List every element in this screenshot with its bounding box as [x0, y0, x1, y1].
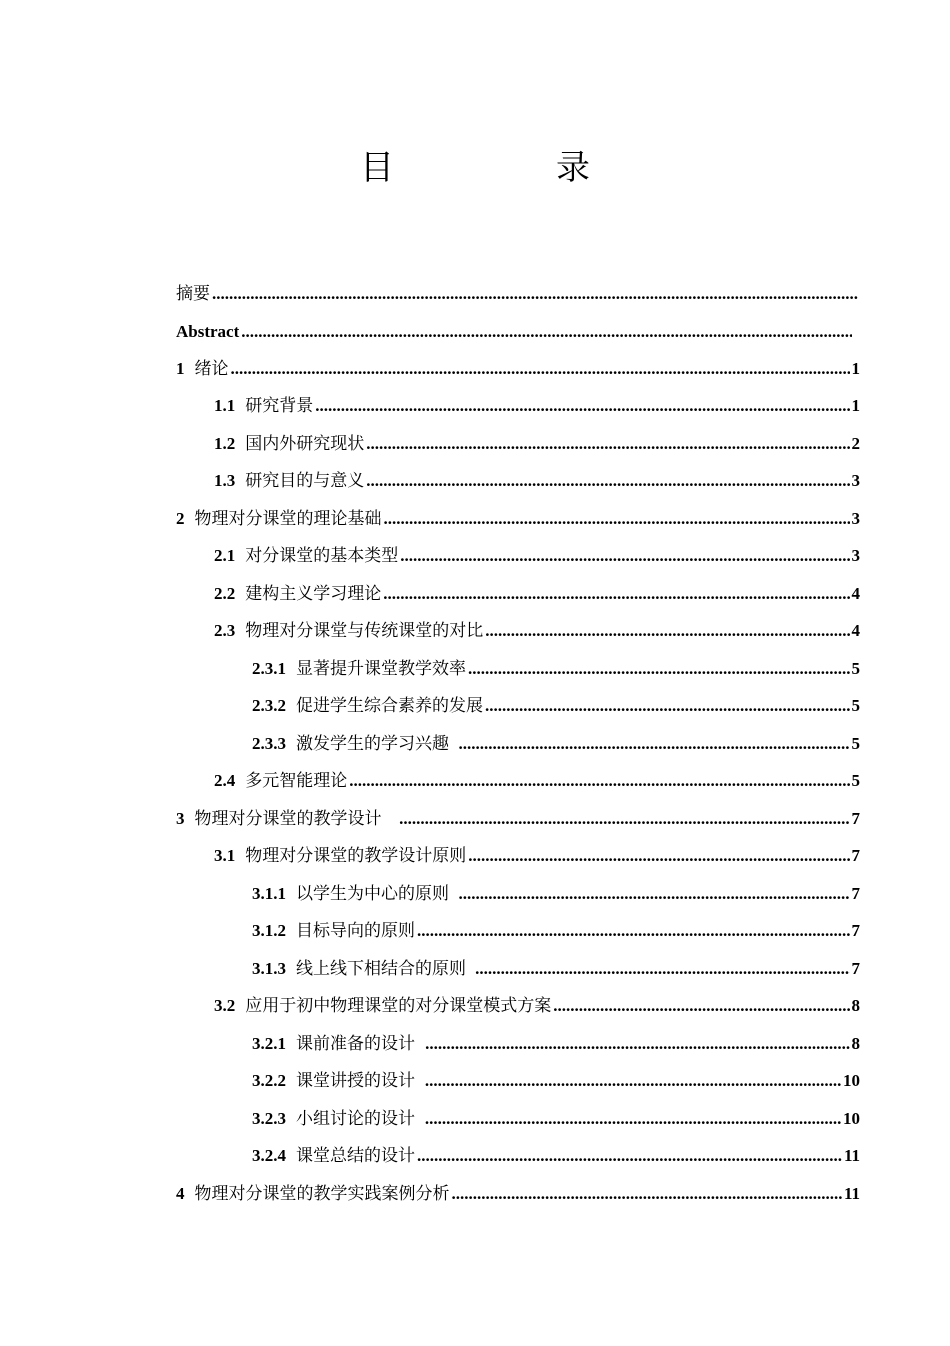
toc-entry-2-3-3[interactable] [252, 730, 860, 758]
toc-entry-number: 3.2.1 [252, 1034, 286, 1053]
toc-dot-leader [315, 392, 849, 420]
toc-entry-page: 1 [851, 396, 860, 415]
toc-entry-page: 10 [843, 1071, 860, 1090]
toc-entry-2-3-2[interactable] [252, 692, 860, 720]
toc-entry-number: 3.1 [214, 846, 236, 865]
toc-entry-text: 绪论 [194, 359, 229, 379]
toc-entry-number: 1.1 [214, 396, 236, 415]
toc-dot-leader [458, 730, 849, 758]
toc-entry-page: 7 [851, 959, 860, 978]
toc-entry-page: 7 [851, 846, 860, 865]
toc-entry-text: 课前准备的设计 [296, 1034, 415, 1054]
toc-entry-number: 1.2 [214, 434, 236, 453]
toc-dot-leader [468, 842, 849, 870]
toc-entry-number: 1 [176, 359, 185, 378]
toc-entry-number: 2.3.1 [252, 659, 286, 678]
toc-entry-text: 建构主义学习理论 [245, 584, 382, 604]
toc-entry-text: 研究目的与意义 [245, 471, 365, 491]
toc-dot-leader [475, 955, 849, 983]
toc-entry-text: 物理对分课堂的理论基础 [194, 509, 382, 529]
toc-dot-leader [231, 355, 850, 383]
toc-entry-page: 5 [851, 696, 860, 715]
toc-entry-number: 3.1.2 [252, 921, 286, 940]
toc-entry-text: 国内外研究现状 [245, 434, 365, 454]
toc-entry-page: 7 [851, 921, 860, 940]
toc-dot-leader [452, 1180, 842, 1208]
toc-entry-number: 3.1.1 [252, 884, 286, 903]
toc-entry-text: 促进学生综合素养的发展 [296, 696, 483, 716]
toc-entry-number: 2.4 [214, 771, 236, 790]
toc-entry-1-3[interactable] [214, 467, 860, 495]
toc-entry-3-2-2[interactable] [252, 1067, 860, 1095]
toc-entry-text: 课堂讲授的设计 [296, 1071, 415, 1091]
toc-entry-1-1[interactable] [214, 392, 860, 420]
toc-dot-leader [417, 917, 850, 945]
toc-dot-leader [383, 580, 849, 608]
toc-entry-page: 7 [851, 884, 860, 903]
toc-entry-page: 4 [851, 584, 860, 603]
toc-dot-leader [366, 467, 849, 495]
toc-entry-2-1[interactable] [214, 542, 860, 570]
toc-entry-3-1[interactable] [214, 842, 860, 870]
toc-entry-chapter-4[interactable] [176, 1180, 860, 1208]
toc-dot-leader [384, 505, 850, 533]
toc-entry-page: 5 [851, 659, 860, 678]
toc-entry-page: 7 [851, 809, 860, 828]
toc-entry-number: 2 [176, 509, 185, 528]
toc-entry-text: 研究背景 [245, 396, 314, 416]
toc-entry-number: 2.3 [214, 621, 236, 640]
toc-entry-page: 2 [851, 434, 860, 453]
toc-entry-number: 2.3.2 [252, 696, 286, 715]
toc-entry-page: 1 [851, 359, 860, 378]
toc-entry-text: 以学生为中心的原则 [296, 884, 449, 904]
toc-dot-leader [400, 542, 849, 570]
toc-entry-page: 4 [851, 621, 860, 640]
toc-dot-leader [553, 992, 849, 1020]
toc-entry-1-2[interactable] [214, 430, 860, 458]
toc-entry-text: 物理对分课堂与传统课堂的对比 [245, 621, 484, 641]
toc-entry-3-2-4[interactable] [252, 1142, 860, 1170]
toc-dot-leader [485, 617, 849, 645]
toc-entry-page: 5 [851, 771, 860, 790]
toc-entry-text: 摘要 [176, 284, 210, 304]
toc-entry-3-2-3[interactable] [252, 1105, 860, 1133]
toc-entry-3-1-2[interactable] [252, 917, 860, 945]
toc-entry-page: 5 [851, 734, 860, 753]
toc-entry-number: 2.2 [214, 584, 236, 603]
toc-entry-page: 11 [843, 1184, 860, 1203]
toc-dot-leader [425, 1105, 841, 1133]
toc-entry-text: 物理对分课堂的教学设计原则 [245, 846, 467, 866]
toc-entry-3-1-1[interactable] [252, 880, 860, 908]
toc-entry-number: 3.2 [214, 996, 236, 1015]
toc-entry-number: 1.3 [214, 471, 236, 490]
toc-dot-leader [399, 805, 849, 833]
toc-dot-leader [349, 767, 849, 795]
toc-entry-number: 3 [176, 809, 185, 828]
toc-entry-number: 3.2.3 [252, 1109, 286, 1128]
toc-entry-text: 线上线下相结合的原则 [296, 959, 466, 979]
toc-entry-number: 2.3.3 [252, 734, 286, 753]
toc-entry-number: 3.2.4 [252, 1146, 286, 1165]
toc-entry-number: 3.1.3 [252, 959, 286, 978]
toc-entry-abstract-en[interactable] [176, 318, 854, 346]
toc-entry-2-4[interactable] [214, 767, 860, 795]
toc-dot-leader [458, 880, 849, 908]
toc-entry-page: 3 [851, 546, 860, 565]
toc-entry-number: 3.2.2 [252, 1071, 286, 1090]
toc-entry-text: 激发学生的学习兴趣 [296, 734, 449, 754]
toc-entry-2-3-1[interactable] [252, 655, 860, 683]
toc-entry-number: 4 [176, 1184, 185, 1203]
toc-entry-abstract-cn[interactable] [176, 280, 860, 308]
toc-entry-text: 物理对分课堂的教学设计 [194, 809, 382, 829]
toc-entry-chapter-2[interactable] [176, 505, 860, 533]
toc-dot-leader [212, 280, 858, 308]
toc-entry-3-1-3[interactable] [252, 955, 860, 983]
toc-entry-text: 物理对分课堂的教学实践案例分析 [194, 1184, 450, 1204]
toc-dot-leader [417, 1142, 842, 1170]
toc-entry-number: 2.1 [214, 546, 236, 565]
toc-dot-leader [425, 1067, 841, 1095]
toc-entry-number: Abstract [176, 322, 240, 341]
toc-entry-page: 10 [843, 1109, 860, 1128]
toc-entry-page: 8 [851, 1034, 860, 1053]
toc-entry-page: 8 [851, 996, 860, 1015]
toc-dot-leader [468, 655, 850, 683]
toc-entry-3-2-1[interactable] [252, 1030, 860, 1058]
toc-entry-text: 小组讨论的设计 [296, 1109, 415, 1129]
toc-entry-2-3[interactable] [214, 617, 860, 645]
toc-entry-text: 对分课堂的基本类型 [245, 546, 399, 566]
toc-entry-text: 显著提升课堂教学效率 [296, 659, 466, 679]
toc-entry-page: 11 [843, 1146, 860, 1165]
toc-dot-leader [366, 430, 849, 458]
toc-entry-text: 课堂总结的设计 [296, 1146, 415, 1166]
toc-entry-page: 3 [851, 509, 860, 528]
page-title: 目 录 [360, 148, 654, 188]
toc-entry-2-2[interactable] [214, 580, 860, 608]
toc-entry-3-2[interactable] [214, 992, 860, 1020]
toc-entry-text: 多元智能理论 [245, 771, 348, 791]
toc-dot-leader [425, 1030, 849, 1058]
toc-dot-leader [241, 318, 852, 346]
toc-entry-chapter-3[interactable] [176, 805, 860, 833]
toc-entry-text: 目标导向的原则 [296, 921, 415, 941]
toc-dot-leader [485, 692, 850, 720]
toc-entry-page: 3 [851, 471, 860, 490]
toc-entry-chapter-1[interactable] [176, 355, 860, 383]
toc-entry-text: 应用于初中物理课堂的对分课堂模式方案 [245, 996, 552, 1016]
